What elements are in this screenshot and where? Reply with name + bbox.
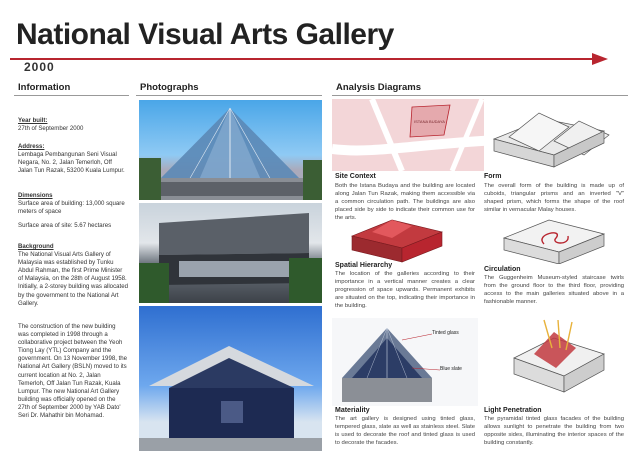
site-area: Surface area of site: 5.67 hectares [18, 222, 112, 229]
circulation-title: Circulation [484, 266, 521, 273]
photographs-rule [136, 95, 322, 96]
dimensions-block [18, 192, 128, 216]
materiality-title: Materiality [335, 407, 370, 414]
address-label: Address: [18, 143, 45, 150]
dimensions-value: Surface area of building: 13,000 square meters of space [18, 200, 125, 216]
form-body: The overall form of the building is made up of cuboids, triangular prisms and an inverted "V" shaped prism, which forms the shape of the roof similar in vernacular Malay houses. [484, 183, 624, 214]
photo-entrance-canopy [139, 306, 322, 451]
analysis-heading: Analysis Diagrams [336, 82, 422, 93]
dimensions-label: Dimensions [18, 192, 53, 199]
spatial-hierarchy-title: Spatial Hierarchy [335, 262, 393, 269]
year-label: 2000 [24, 60, 55, 74]
form-title: Form [484, 173, 502, 180]
page-title: National Visual Arts Gallery [16, 18, 394, 51]
information-rule [14, 95, 129, 96]
background-block [18, 243, 128, 308]
spatial-hierarchy-diagram [332, 214, 478, 264]
background-value: The National Visual Arts Gallery of Malaysia was established by Tunku Abdul Rahman, the first Prime Minister of Malaysia, on the 28th of August 1958. Initially, a 2-storey building was allocated by the government to the National Art Gallery. [18, 251, 128, 307]
background-label: Background [18, 243, 54, 250]
map-label-istana: ISTANA BUDAYA [414, 119, 445, 124]
address-block [18, 143, 128, 175]
materiality-body: The art gallery is designed using tinted glass, tempered glass, slate as well as stainless steel. Slate is used to decorate the roof and tinted glass is used to decorate the facades. [335, 416, 475, 447]
construction-text: The construction of the new building was completed in 1998 through a collaborative project between the Yeoh Tiong Lay (YTL) Company and the government. On 13 November 1998, the National Art Gallery (BSLN) moved to its current location at No. 2, Jalan Temerloh, Off Jalan Tun Razak, Kuala Lumpur. The new National Art Gallery building was officially opened on the 27th of September 2000 by YAB Dato' Seri Dr. Mahathir bin Mohamad. [18, 323, 128, 420]
address-value: Lembaga Pembangunan Seni Visual Negara, No. 2, Jalan Temerloh, Off Jalan Tun Razak, 53200 Kuala Lumpur. [18, 151, 125, 175]
photo-gallery-facade [139, 203, 322, 303]
blue-slate-label: Blue slate [440, 366, 462, 372]
tinted-glass-label: Tinted glass [432, 330, 459, 336]
year-built-value: 27th of September 2000 [18, 125, 84, 133]
light-penetration-body: The pyramidal tinted glass facades of the building allows sunlight to penetrate the building from two opposite sides, illuminating the interior spaces of the building constantly. [484, 416, 624, 447]
form-diagram [484, 99, 628, 171]
spatial-hierarchy-body: The location of the galleries according to their importance in a vertical manner creates a clear progression of space upwards. Permanent exhibits are situated on the top, indicating their importance in the building. [335, 271, 475, 310]
year-built-label: Year built: [18, 117, 48, 124]
information-heading: Information [18, 82, 71, 93]
site-context-title: Site Context [335, 173, 376, 180]
photographs-heading: Photographs [140, 82, 199, 93]
photo-pyramid-roof [139, 100, 322, 200]
arrow-icon [592, 53, 608, 65]
title-underline [10, 58, 595, 60]
circulation-diagram [484, 214, 628, 264]
site-context-body: Both the Istana Budaya and the building are located along Jalan Tun Razak, making them accessible via a common circulation path. The buildings are also placed side by side to indicate their common use for the arts. [335, 183, 475, 222]
light-penetration-diagram [484, 318, 628, 406]
materiality-diagram [332, 318, 478, 406]
circulation-body: The Guggenheim Museum-styled staircase twirls from the ground floor to the third floor, providing access to the main galleries situated above in a fashionable manner. [484, 275, 624, 306]
analysis-rule [332, 95, 628, 96]
light-penetration-title: Light Penetration [484, 407, 542, 414]
year-built-block [18, 117, 128, 133]
